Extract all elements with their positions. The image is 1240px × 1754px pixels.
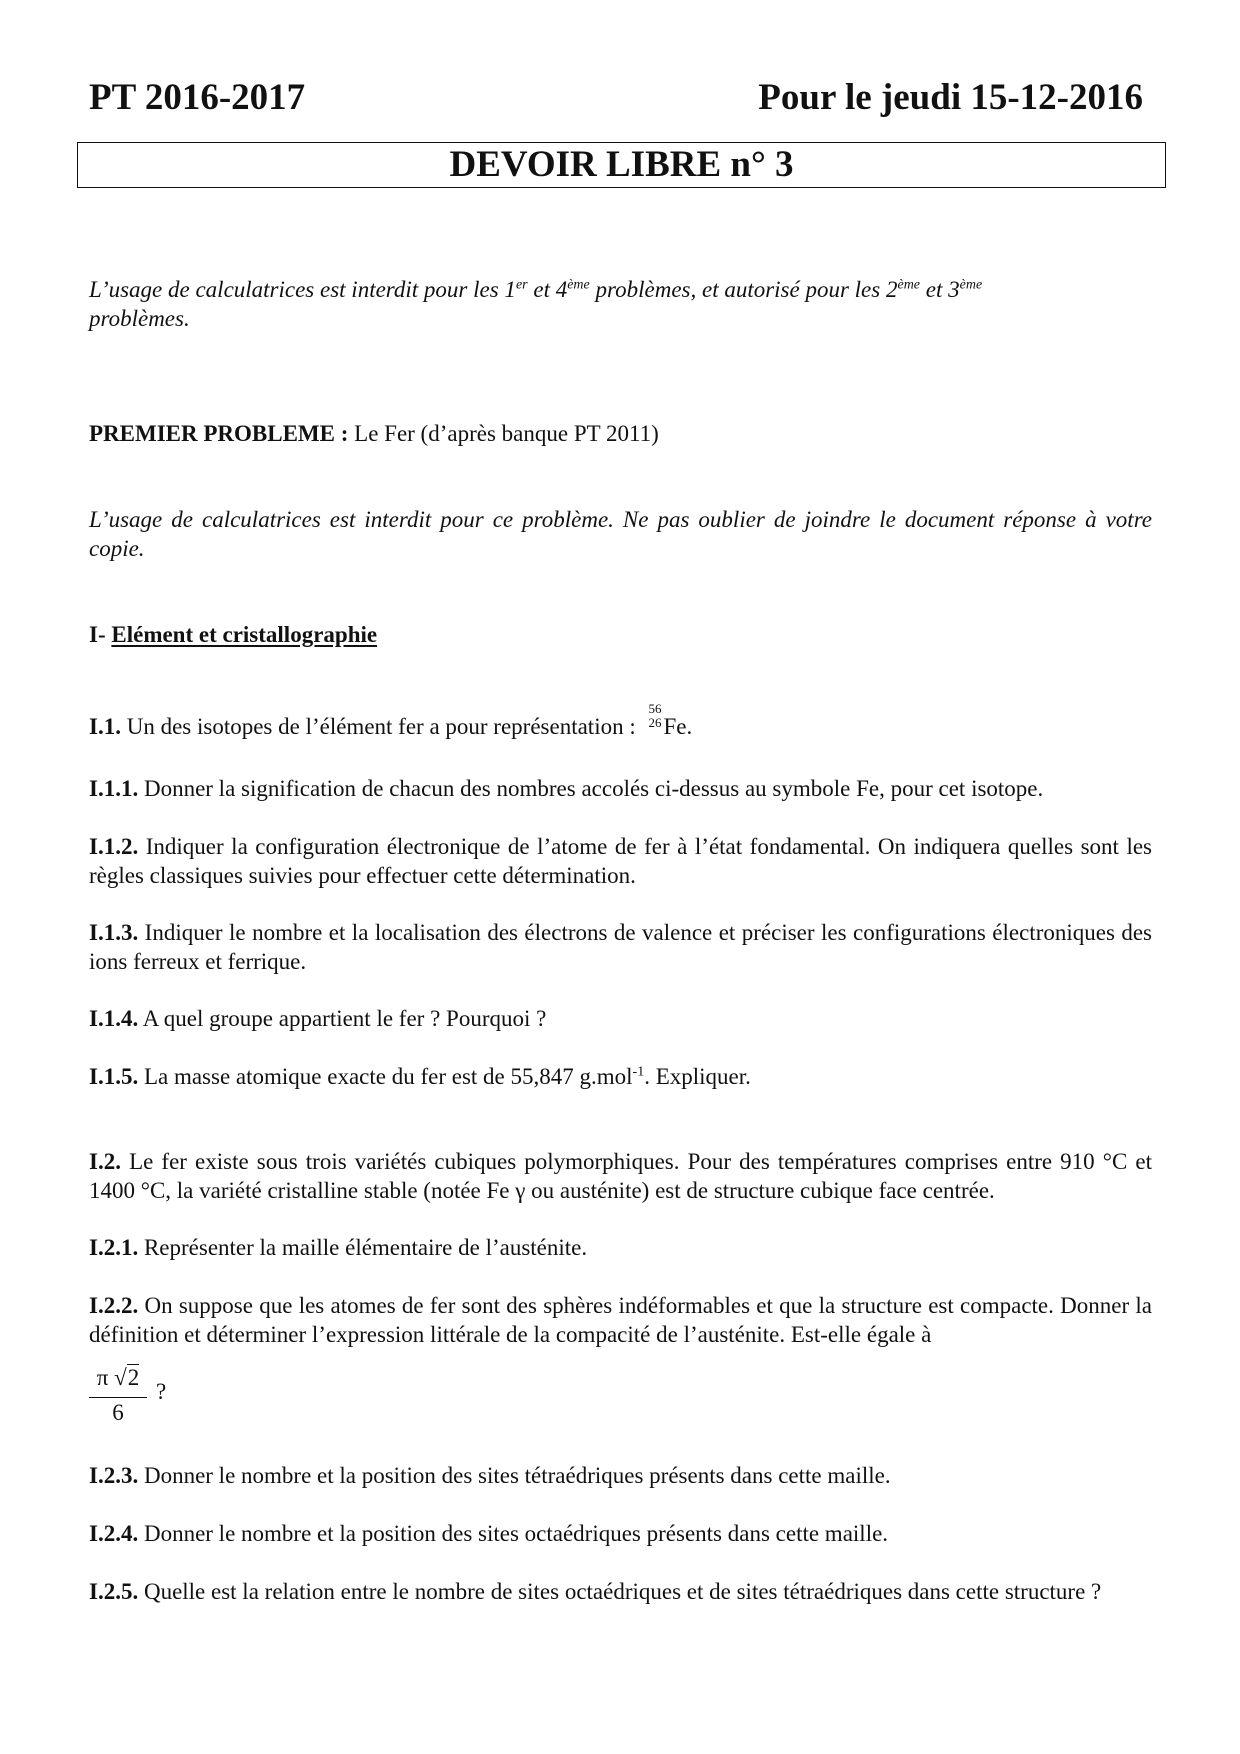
question-I-1: I.1. Un des isotopes de l’élément fer a pour représentation : 56 26 Fe. xyxy=(89,701,693,739)
compactness-fraction: π √2 6 xyxy=(89,1364,147,1428)
question-I-2: I.2. Le fer existe sous trois variétés cubiques polymorphiques. Pour des températures comprises entre 910 °C et 1400 °C, la variété cristalline stable (notée Fe γ ou austénite) est de structure cubique face centrée. xyxy=(89,1149,1153,1203)
question-I-2-5: I.2.5. Quelle est la relation entre le nombre de sites octaédriques et de sites tétraédriques dans cette structure ? xyxy=(89,1579,1102,1604)
problem-heading: PREMIER PROBLEME : Le Fer (d’après banque PT 2011) xyxy=(89,421,659,446)
question-I-2-3: I.2.3. Donner le nombre et la position des sites tétraédriques présents dans cette maille. xyxy=(89,1463,891,1488)
question-I-1-5: I.1.5. La masse atomique exacte du fer est de 55,847 g.mol$^{-1}$. Expliquer. xyxy=(89,1064,751,1089)
question-I-2-1: I.2.1. Représenter la maille élémentaire de l’austénite. xyxy=(89,1235,588,1260)
isotope-notation: 56 26 xyxy=(648,701,662,730)
assignment-title: DEVOIR LIBRE n° 3 xyxy=(77,142,1166,188)
question-I-1-1: I.1.1. Donner la signification de chacun des nombres accolés ci-dessus au symbole Fe, pour cet isotope. xyxy=(89,776,1044,801)
question-I-1-4: I.1.4. A quel groupe appartient le fer ? Pourquoi ? xyxy=(89,1006,547,1031)
question-I-2-4: I.2.4. Donner le nombre et la position des sites octaédriques présents dans cette maille. xyxy=(89,1521,889,1546)
problem-note: L’usage de calculatrices est interdit pour ce problème. Ne pas oublier de joindre le document réponse à votre copie. xyxy=(89,507,1152,561)
question-mark: ? xyxy=(156,1379,167,1404)
question-I-2-2: I.2.2. On suppose que les atomes de fer sont des sphères indéformables et que la structure est compacte. Donner la définition et déterminer l’expression littérale de la compacité de l’austénite. Est-elle égale à xyxy=(89,1293,1153,1347)
due-date: Pour le jeudi 15-12-2016 xyxy=(758,77,1143,118)
calculator-policy: L’usage de calculatrices est interdit pour les 1er et 4ème problèmes, et autorisé pour les 2ème et 3ème problèmes. xyxy=(89,277,983,331)
question-I-1-2: I.1.2. Indiquer la configuration électronique de l’atome de fer à l’état fondamental. On indiquera quelles sont les règles classiques suivies pour effectuer cette détermination. xyxy=(89,834,1152,888)
section-heading: I- Elément et cristallographie xyxy=(89,622,378,647)
question-I-1-3: I.1.3. Indiquer le nombre et la localisation des électrons de valence et préciser les configurations électroniques des ions ferreux et ferrique. xyxy=(89,920,1153,974)
course-year: PT 2016-2017 xyxy=(89,77,306,118)
